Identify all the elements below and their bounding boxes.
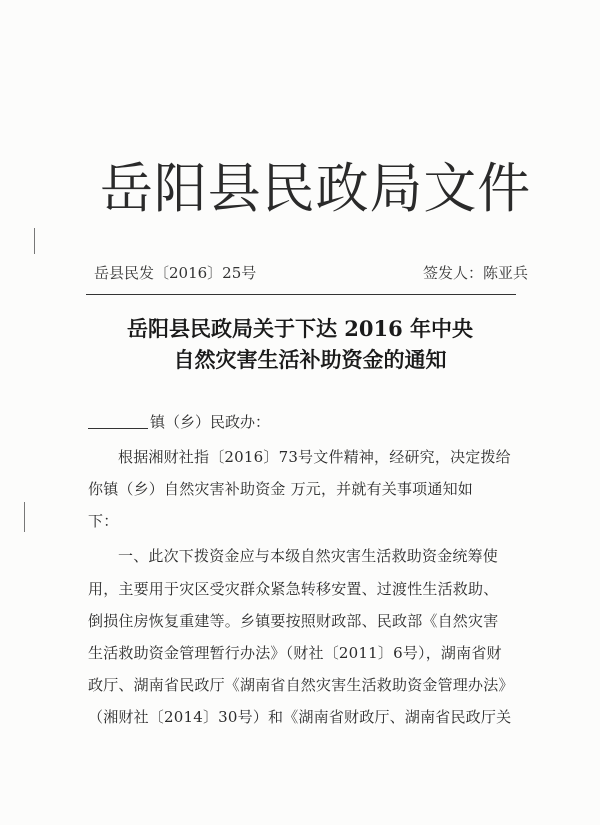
- body-line: （湘财社〔2014〕30号）和《湖南省财政厅、湖南省民政厅关: [88, 708, 512, 726]
- notice-title-line-2: 自然灾害生活补助资金的通知: [173, 347, 447, 372]
- body-line: 根据湘财社指〔2016〕73号文件精神，经研究，决定拨给: [118, 448, 511, 466]
- addressee: [88, 411, 270, 432]
- body-line: 生活救助资金管理暂行办法》（财社〔2011〕6号），湖南省财: [88, 644, 502, 662]
- header-divider: [86, 294, 516, 295]
- body-line: 你镇（乡）自然灾害补助资金 万元，并就有关事项通知如: [88, 480, 473, 498]
- scan-mark-left-2: [24, 502, 25, 532]
- addressee-text: 镇（乡）民政办：: [150, 413, 271, 431]
- body-line: 用，主要用于灾区受灾群众紧急转移安置、过渡性生活救助、: [88, 580, 499, 598]
- body-line: 倒损住房恢复重建等。乡镇要按照财政部、民政部《自然灾害: [88, 612, 499, 630]
- body-line: 一、此次下拨资金应与本级自然灾害生活救助资金统筹使: [118, 547, 499, 565]
- document-number: 岳县民发〔2016〕25号: [94, 264, 257, 282]
- document-header-title: 岳阳县民政局文件: [100, 157, 532, 220]
- scan-mark-left: [34, 228, 35, 254]
- addressee-blank: [88, 414, 148, 429]
- signer: 签发人：陈亚兵: [422, 264, 528, 282]
- body-line: 政厅、湖南省民政厅《湖南省自然灾害生活救助资金管理办法》: [88, 676, 514, 694]
- notice-title-line-1: 岳阳县民政局关于下达 2016 年中央: [126, 316, 474, 341]
- body-line: 下：: [88, 512, 119, 530]
